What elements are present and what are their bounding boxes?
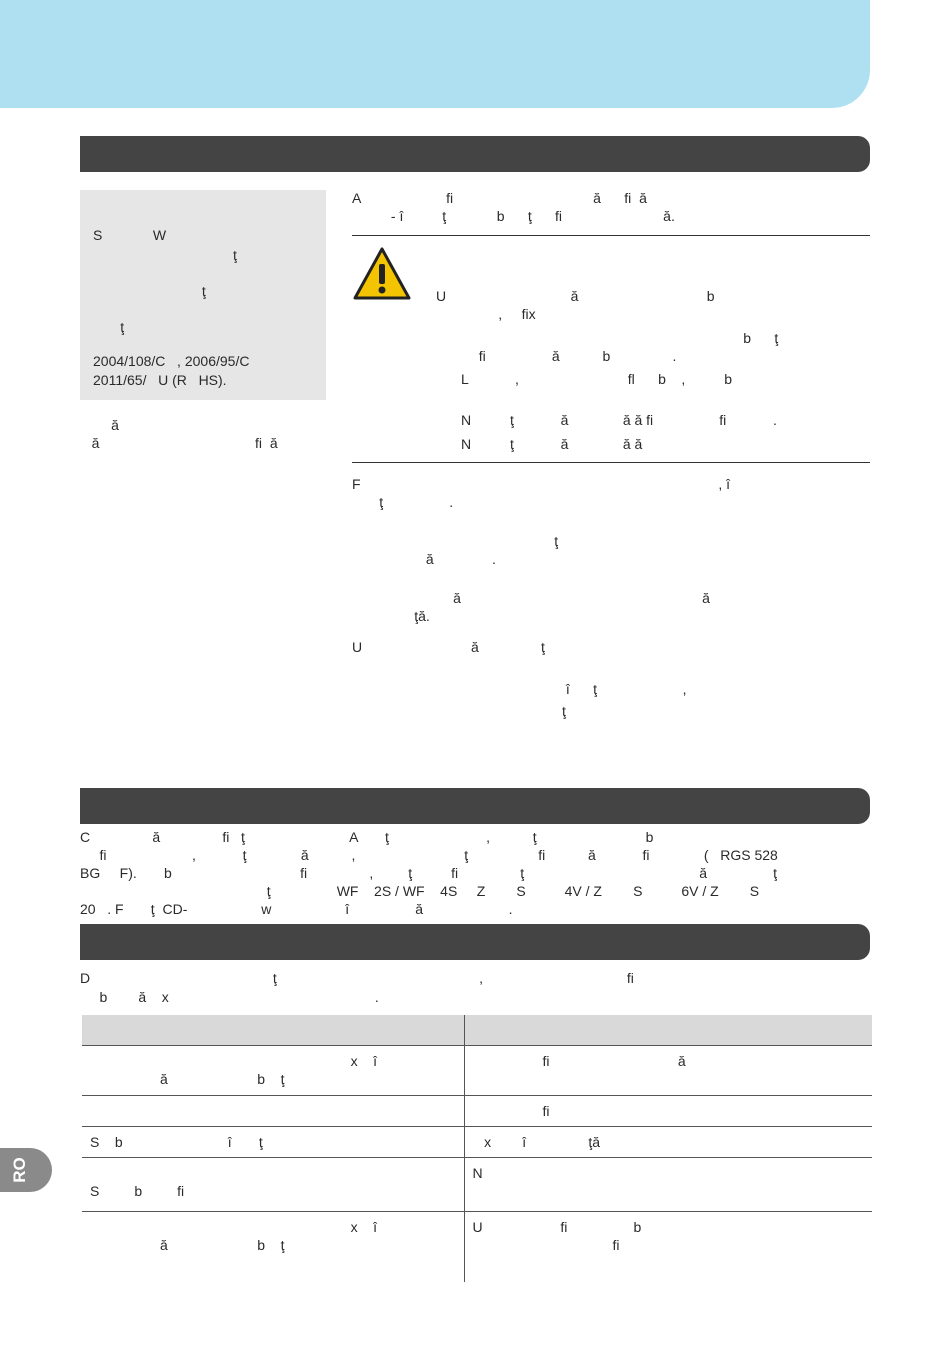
warning-line-1: U ă b <box>436 288 715 304</box>
section-bar-2 <box>80 788 870 824</box>
section3-intro-2: b ă x . <box>80 989 379 1005</box>
section2-line-5: 20 . F ţ CD- w î ă . <box>80 901 513 917</box>
warning-line-5: L , fl b , b <box>461 371 732 387</box>
left-text-1: ă <box>80 417 119 433</box>
body-p5-b: ţ <box>352 703 566 719</box>
table-cell-problem: x î ă b ţ <box>82 1212 464 1282</box>
box-directives-2: 2011/65/ U (R HS). <box>93 372 227 388</box>
divider <box>352 462 870 463</box>
header-band <box>0 0 870 108</box>
section2-line-3: BG F). b fi , ţ fi ţ ă ţ <box>80 865 778 881</box>
table-cell-problem: x î ă b ţ <box>82 1046 464 1096</box>
table-cell-problem: S b î ţ <box>82 1127 464 1158</box>
table-header-problem <box>82 1015 464 1046</box>
box-line-3: ţ <box>93 283 206 299</box>
body-p2-a: ţ <box>352 533 559 549</box>
left-text-2: ă fi ă <box>80 435 278 451</box>
body-p2-b: ă . <box>352 551 496 567</box>
table-row <box>82 1046 872 1096</box>
box-line-1: S W <box>93 227 167 243</box>
warning-triangle-icon <box>352 246 412 302</box>
box-line-4: ţ <box>93 319 125 335</box>
section2-line-4: ţ WF 2S / WF 4S Z S 4V / Z S 6V / Z S <box>80 883 760 899</box>
warning-line-4: fi ă b . <box>436 348 677 364</box>
table-cell-solution: U fi b fi <box>472 1219 642 1253</box>
warning-line-6: N ţ ă ă ă fi fi . <box>461 412 777 428</box>
section2-line-1: C ă fi ţ A ţ , ţ b <box>80 829 654 845</box>
table-header-row <box>82 1015 872 1046</box>
table-row <box>82 1212 872 1282</box>
warning-line-2: , fix <box>436 306 536 322</box>
table-cell-solution: fi <box>464 1096 872 1127</box>
table-cell-problem <box>82 1096 464 1127</box>
troubleshooting-table <box>82 1015 872 1282</box>
right-intro-2: - î ţ b ţ fi ă. <box>352 208 675 224</box>
box-directives-1: 2004/108/C , 2006/95/C <box>93 353 250 369</box>
body-p1-a: F , î <box>352 476 731 492</box>
table-cell-solution: x î ţă <box>464 1127 872 1158</box>
table-row <box>82 1158 872 1212</box>
body-p3-a: ă ă <box>352 590 710 606</box>
section-bar-3 <box>80 924 870 960</box>
warning-line-3: b ţ <box>436 330 779 346</box>
language-label: RO <box>10 1157 29 1183</box>
right-intro-1: A fi ă fi ă <box>352 190 647 206</box>
table-row <box>82 1127 872 1158</box>
body-p3-b: ţă. <box>352 608 430 624</box>
body-p1-b: ţ . <box>352 494 454 510</box>
language-tab <box>0 1148 52 1192</box>
table-row <box>82 1096 872 1127</box>
warning-line-7: N ţ ă ă ă <box>461 436 643 452</box>
body-p4: U ă ţ <box>352 639 545 655</box>
section2-line-2: fi , ţ ă , ţ fi ă fi ( RGS 528 <box>80 847 778 863</box>
table-cell-solution: fi ă <box>464 1046 872 1096</box>
table-cell-solution: N <box>464 1158 872 1212</box>
table-header-solution <box>464 1015 872 1046</box>
section-bar-1 <box>80 136 870 172</box>
section3-intro-1: D ţ , fi <box>80 970 634 986</box>
body-p5-a: î ţ , <box>352 681 687 697</box>
table-cell-problem: S b fi <box>82 1158 464 1212</box>
box-line-2: ţ <box>93 247 237 263</box>
divider <box>352 235 870 236</box>
